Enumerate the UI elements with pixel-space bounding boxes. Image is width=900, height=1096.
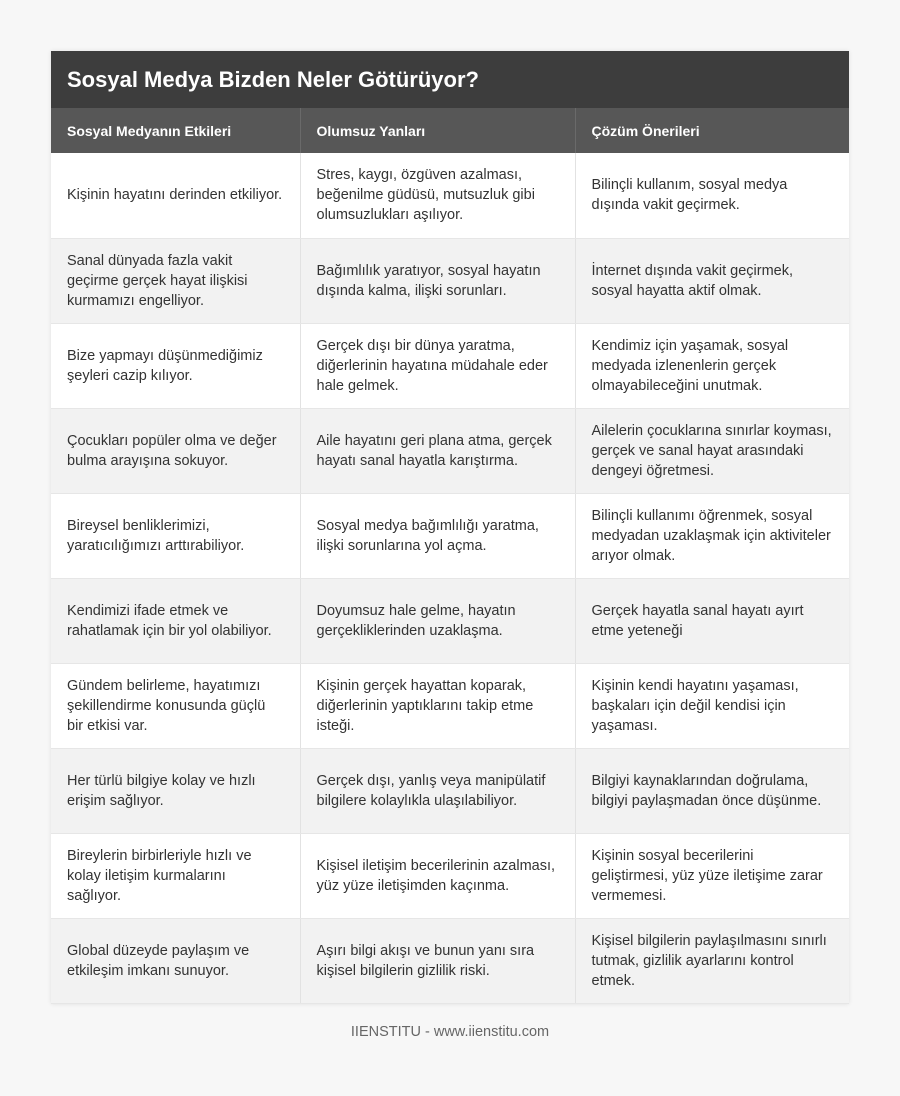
cell-negative: Doyumsuz hale gelme, hayatın gerçekliklerinden uzaklaşma. bbox=[300, 578, 575, 663]
cell-effect: Bize yapmayı düşünmediğimiz şeyleri cazip kılıyor. bbox=[51, 323, 300, 408]
table-row bbox=[51, 153, 849, 238]
cell-effect: Kendimizi ifade etmek ve rahatlamak için bir yol olabiliyor. bbox=[51, 578, 300, 663]
table-row bbox=[51, 663, 849, 748]
column-header-negatives: Olumsuz Yanları bbox=[300, 108, 575, 153]
cell-negative: Gerçek dışı, yanlış veya manipülatif bilgilere kolaylıkla ulaşılabiliyor. bbox=[300, 748, 575, 833]
cell-negative: Sosyal medya bağımlılığı yaratma, ilişki sorunlarına yol açma. bbox=[300, 493, 575, 578]
table-row bbox=[51, 238, 849, 323]
cell-negative: Bağımlılık yaratıyor, sosyal hayatın dışında kalma, ilişki sorunları. bbox=[300, 238, 575, 323]
data-table bbox=[51, 108, 849, 1004]
cell-negative: Kişisel iletişim becerilerinin azalması, yüz yüze iletişimden kaçınma. bbox=[300, 833, 575, 918]
cell-solution: Ailelerin çocuklarına sınırlar koyması, gerçek ve sanal hayat arasındaki dengeyi öğretmesi. bbox=[575, 408, 849, 493]
cell-solution: İnternet dışında vakit geçirmek, sosyal hayatta aktif olmak. bbox=[575, 238, 849, 323]
cell-negative: Aile hayatını geri plana atma, gerçek hayatı sanal hayatla karıştırma. bbox=[300, 408, 575, 493]
cell-solution: Kişisel bilgilerin paylaşılmasını sınırlı tutmak, gizlilik ayarlarını kontrol etmek. bbox=[575, 918, 849, 1003]
page-title: Sosyal Medya Bizden Neler Götürüyor? bbox=[51, 51, 849, 108]
cell-negative: Gerçek dışı bir dünya yaratma, diğerlerinin hayatına müdahale eder hale gelmek. bbox=[300, 323, 575, 408]
cell-solution: Bilgiyi kaynaklarından doğrulama, bilgiyi paylaşmadan önce düşünme. bbox=[575, 748, 849, 833]
cell-solution: Gerçek hayatla sanal hayatı ayırt etme yeteneği bbox=[575, 578, 849, 663]
table-card bbox=[51, 51, 849, 1004]
table-row bbox=[51, 493, 849, 578]
column-header-effects: Sosyal Medyanın Etkileri bbox=[51, 108, 300, 153]
cell-effect: Çocukları popüler olma ve değer bulma arayışına sokuyor. bbox=[51, 408, 300, 493]
table-row bbox=[51, 323, 849, 408]
table-row bbox=[51, 748, 849, 833]
table-row bbox=[51, 833, 849, 918]
column-header-solutions: Çözüm Önerileri bbox=[575, 108, 849, 153]
cell-solution: Bilinçli kullanımı öğrenmek, sosyal medyadan uzaklaşmak için aktiviteler arıyor olmak. bbox=[575, 493, 849, 578]
cell-effect: Bireylerin birbirleriyle hızlı ve kolay iletişim kurmalarını sağlıyor. bbox=[51, 833, 300, 918]
cell-effect: Kişinin hayatını derinden etkiliyor. bbox=[51, 153, 300, 238]
cell-effect: Her türlü bilgiye kolay ve hızlı erişim sağlıyor. bbox=[51, 748, 300, 833]
table-row bbox=[51, 408, 849, 493]
table-header-row bbox=[51, 108, 849, 153]
cell-negative: Kişinin gerçek hayattan koparak, diğerlerinin yaptıklarını takip etme isteği. bbox=[300, 663, 575, 748]
cell-negative: Aşırı bilgi akışı ve bunun yanı sıra kişisel bilgilerin gizlilik riski. bbox=[300, 918, 575, 1003]
footer-credit: IIENSTITU - www.iienstitu.com bbox=[350, 1024, 550, 1040]
cell-solution: Kendimiz için yaşamak, sosyal medyada izlenenlerin gerçek olmayabileceğini unutmak. bbox=[575, 323, 849, 408]
table-row bbox=[51, 578, 849, 663]
cell-effect: Gündem belirleme, hayatımızı şekillendirme konusunda güçlü bir etkisi var. bbox=[51, 663, 300, 748]
cell-effect: Sanal dünyada fazla vakit geçirme gerçek hayat ilişkisi kurmamızı engelliyor. bbox=[51, 238, 300, 323]
cell-solution: Kişinin kendi hayatını yaşaması, başkaları için değil kendisi için yaşaması. bbox=[575, 663, 849, 748]
cell-effect: Global düzeyde paylaşım ve etkileşim imkanı sunuyor. bbox=[51, 918, 300, 1003]
cell-solution: Kişinin sosyal becerilerini geliştirmesi, yüz yüze iletişime zarar vermemesi. bbox=[575, 833, 849, 918]
cell-solution: Bilinçli kullanım, sosyal medya dışında vakit geçirmek. bbox=[575, 153, 849, 238]
cell-effect: Bireysel benliklerimizi, yaratıcılığımızı arttırabiliyor. bbox=[51, 493, 300, 578]
table-row bbox=[51, 918, 849, 1003]
cell-negative: Stres, kaygı, özgüven azalması, beğenilme güdüsü, mutsuzluk gibi olumsuzlukları aşılıyor. bbox=[300, 153, 575, 238]
